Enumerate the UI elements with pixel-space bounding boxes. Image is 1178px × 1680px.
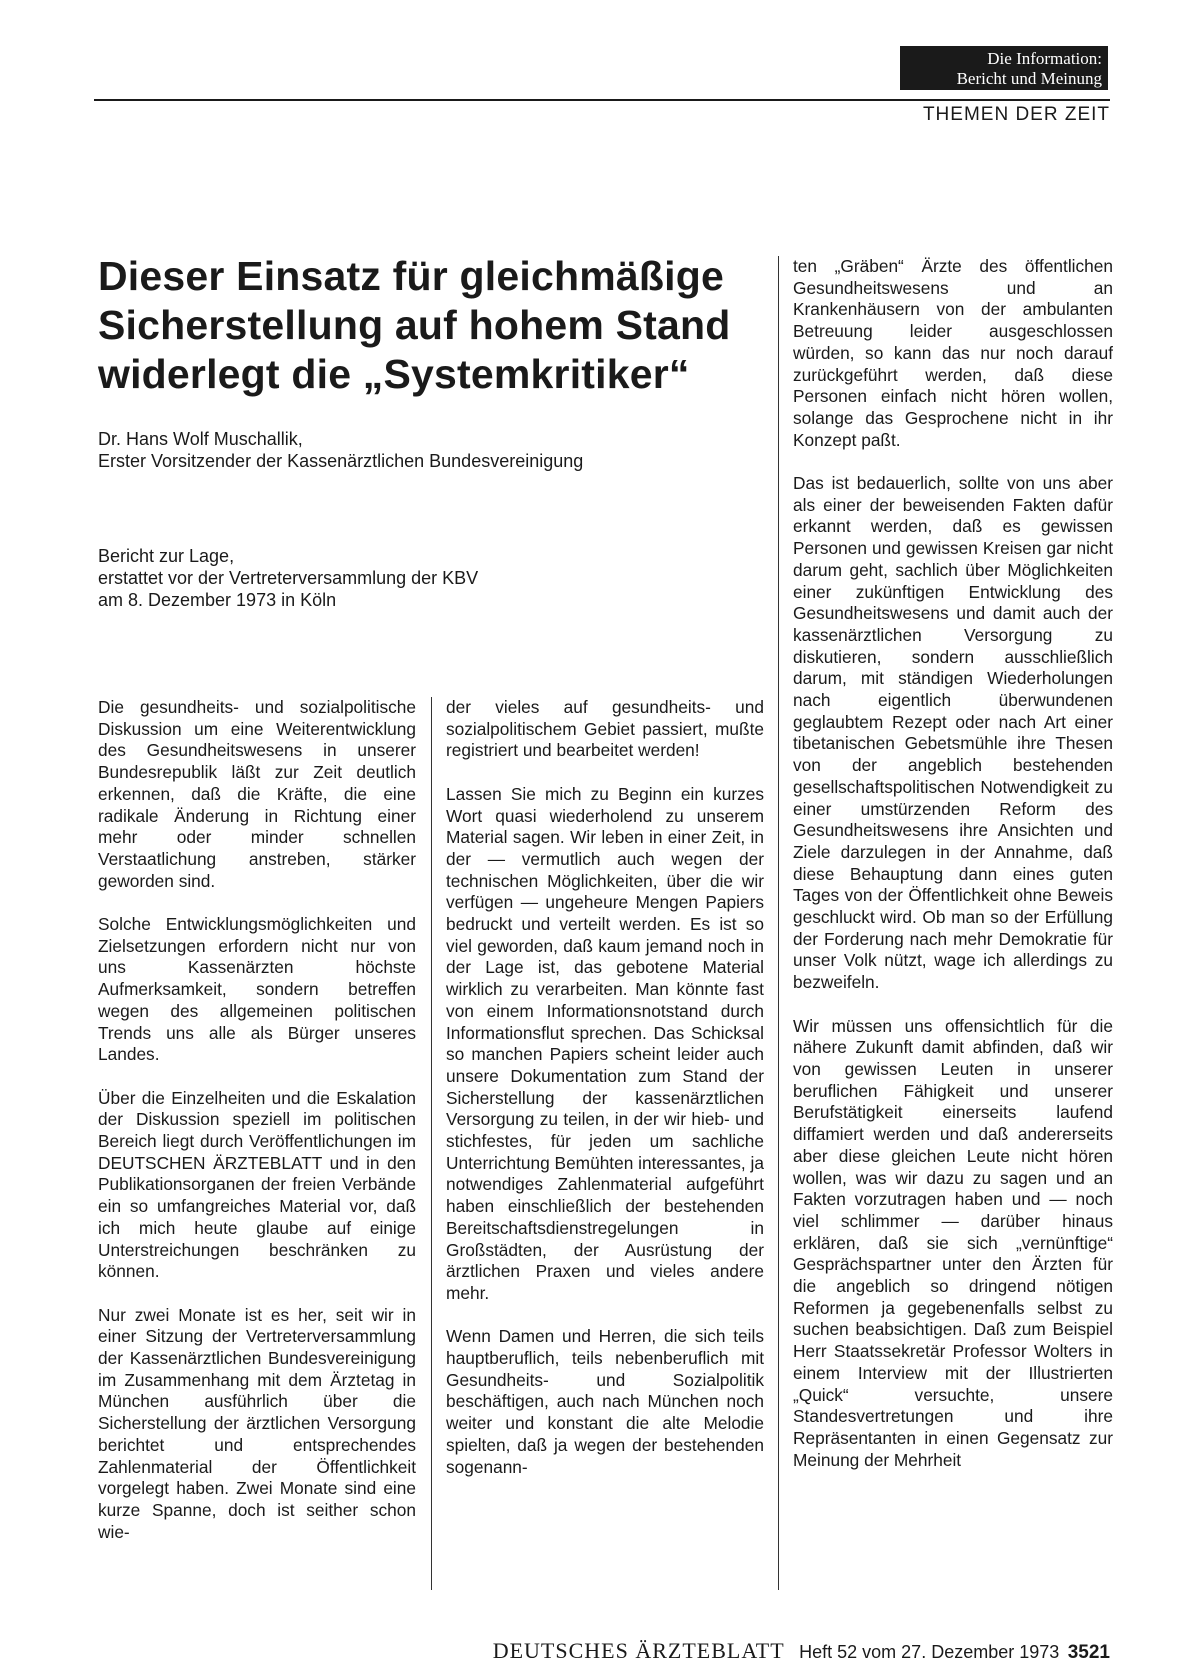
paragraph: Das ist bedauerlich, sollte von uns aber als einer der beweisenden Fakten dafür erkannt werden, daß es gewissen Personen und gewissen Kreisen gar nicht darum geht, sachlich über Möglichkeiten einer zukünftigen Entwicklung des Gesundheitswesens und damit auch der kassenärztlichen Versorgung zu diskutieren, sondern ausschließlich darum, mit ständigen Wiederholungen nach eigentlich überwundenen geglaubtem Rezept oder nach Art einer tibetanischen Gebetsmühle ihre Thesen von der angeblich bestehenden gesellschaftspolitischen Notwendigkeit zu einer umstürzenden Reform des Gesundheitswesens ihre Ansichten und Ziele darzulegen in der Annahme, daß diese Behauptung dann eines guten Tages von der Öffentlichkeit ohne Beweis geschluckt wird. Ob man so der Erfüllung der Forderung nach mehr Demokratie für unser Volk nützt, wage ich allerdings zu bezweifeln.: [793, 473, 1113, 993]
paragraph: Nur zwei Monate ist es her, seit wir in einer Sitzung der Vertreterversammlung der Kassenärztlichen Bundesvereinigung im Zusammenhang mit dem Ärztetag in München ausführlich über die Sicherstellung der ärztlichen Versorgung berichtet und entsprechendes Zahlenmaterial der Öffentlichkeit vorgelegt haben. Zwei Monate sind eine kurze Spanne, doch ist seither schon wie-: [98, 1304, 416, 1542]
report-line: erstattet vor der Vertreterversammlung der KBV: [98, 568, 479, 588]
issue-info: Heft 52 vom 27. Dezember 1973: [799, 1642, 1060, 1662]
report-line: am 8. Dezember 1973 in Köln: [98, 590, 337, 610]
report-line: Bericht zur Lage,: [98, 546, 235, 566]
text-column-3: [793, 256, 1113, 1592]
column-divider: [431, 697, 432, 1590]
headline-line: Dieser Einsatz für gleichmäßige: [98, 253, 724, 299]
paragraph: Solche Entwicklungsmöglichkeiten und Zielsetzungen erfordern nicht nur von uns Kassenärzten höchste Aufmerksamkeit, sondern betreffen wegen des allgemeinen politischen Trends uns alle als Bürger unseres Landes.: [98, 914, 416, 1065]
report-info: [98, 545, 738, 611]
paragraph: Wir müssen uns offensichtlich für die nähere Zukunft damit abfinden, daß wir von gewissen Leuten in unserer beruflichen Fähigkeit und unserer Berufstätigkeit einerseits laufend diffamiert werden und daß andererseits aber diese gleichen Leute nicht hören wollen, was wir dazu zu sagen und an Fakten vorzutragen haben und — noch viel schlimmer — darüber hinaus erklären, daß sie sich „vernünftige“ Gesprächspartner unter den Ärzten für die angeblich so dringend nötigen Reformen ja gegebenenfalls selbst zu suchen beabsichtigen. Daß zum Beispiel Herr Staatssekretär Professor Wolters in einem Interview mit der Illustrierten „Quick“ versuchte, unsere Standesvertretungen und ihre Repräsentanten in einen Gegensatz zur Meinung der Mehrheit: [793, 1015, 1113, 1470]
badge-line-2: Bericht und Meinung: [956, 69, 1102, 88]
paragraph: Die gesundheits- und sozialpolitische Diskussion um eine Weiterentwicklung des Gesundheitswesens in unserer Bundesrepublik läßt zur Zeit deutlich erkennen, daß die Kräfte, die eine radikale Änderung in Richtung einer mehr oder minder schnellen Verstaatlichung anstreben, stärker geworden sind.: [98, 697, 416, 891]
text-column-1: [98, 697, 416, 1591]
paragraph: Lassen Sie mich zu Beginn ein kurzes Wort quasi wiederholend zu unserem Material sagen. Wir leben in einer Zeit, in der — vermutlich auch wegen der technischen Möglichkeiten, über die wir verfügen — ungeheure Mengen Papiers bedruckt und verteilt werden. Es ist so viel geworden, daß kaum jemand noch in der Lage ist, das gebotene Material wirklich zu verarbeiten. Man könnte fast von einem Informationsnotstand durch Informationsflut sprechen. Das Schicksal so manchen Papiers scheint leider auch unsere Dokumentation zum Stand der Sicherstellung der kassenärztlichen Versorgung zu teilen, in der wir hieb- und stichfestes, für jeden um sachliche Unterrichtung Bemühten interessantes, ja notwendiges Zahlenmaterial aufgeführt haben einschließlich der bestehenden Bereitschaftsdienstregelungen in Großstädten, der Ausrüstung der ärztlichen Praxen und vieles andere mehr.: [446, 783, 764, 1303]
paragraph: Wenn Damen und Herren, die sich teils hauptberuflich, teils nebenberuflich mit Gesundheits- und Sozialpolitik beschäftigen, auch nach München noch weiter und konstant die alte Melodie spielten, daß ja wegen der bestehenden sogenann-: [446, 1326, 764, 1477]
paragraph: der vieles auf gesundheits- und sozialpolitischem Gebiet passiert, mußte registriert und bearbeitet werden!: [446, 697, 764, 761]
author-name: Dr. Hans Wolf Muschallik,: [98, 429, 303, 449]
section-label: THEMEN DER ZEIT: [922, 104, 1110, 125]
text-column-2: [446, 697, 764, 1591]
section-badge: [900, 46, 1108, 90]
journal-name: DEUTSCHES ÄRZTEBLATT: [492, 1638, 785, 1663]
headline-line: Sicherstellung auf hohem Stand: [98, 302, 731, 348]
page-footer: [410, 1638, 1110, 1664]
header-rule: [94, 99, 1110, 101]
column-divider: [778, 256, 779, 1590]
article-headline: [98, 252, 768, 399]
paragraph: Über die Einzelheiten und die Eskalation der Diskussion speziell im politischen Bereich liegt durch Veröffentlichungen im DEUTSCHEN ÄRZTEBLATT und in den Publikationsorganen der freien Verbände ein so umfangreiches Material vor, daß ich mich heute glaube auf einige Unterstreichungen beschränken zu können.: [98, 1087, 416, 1282]
author-block: [98, 428, 738, 472]
page-number: 3521: [1067, 1642, 1110, 1663]
headline-line: widerlegt die „Systemkritiker“: [98, 351, 690, 397]
badge-line-1: Die Information:: [987, 49, 1102, 68]
paragraph: ten „Gräben“ Ärzte des öffentlichen Gesundheitswesens und an Krankenhäusern von der ambulanten Betreuung leider ausgeschlossen würden, so kann das nur noch darauf zurückgeführt werden, daß diese Personen einfach nicht hören wollen, solange das Gesprochene nicht in ihr Konzept paßt.: [793, 256, 1113, 450]
author-role: Erster Vorsitzender der Kassenärztlichen Bundesvereinigung: [98, 451, 584, 471]
